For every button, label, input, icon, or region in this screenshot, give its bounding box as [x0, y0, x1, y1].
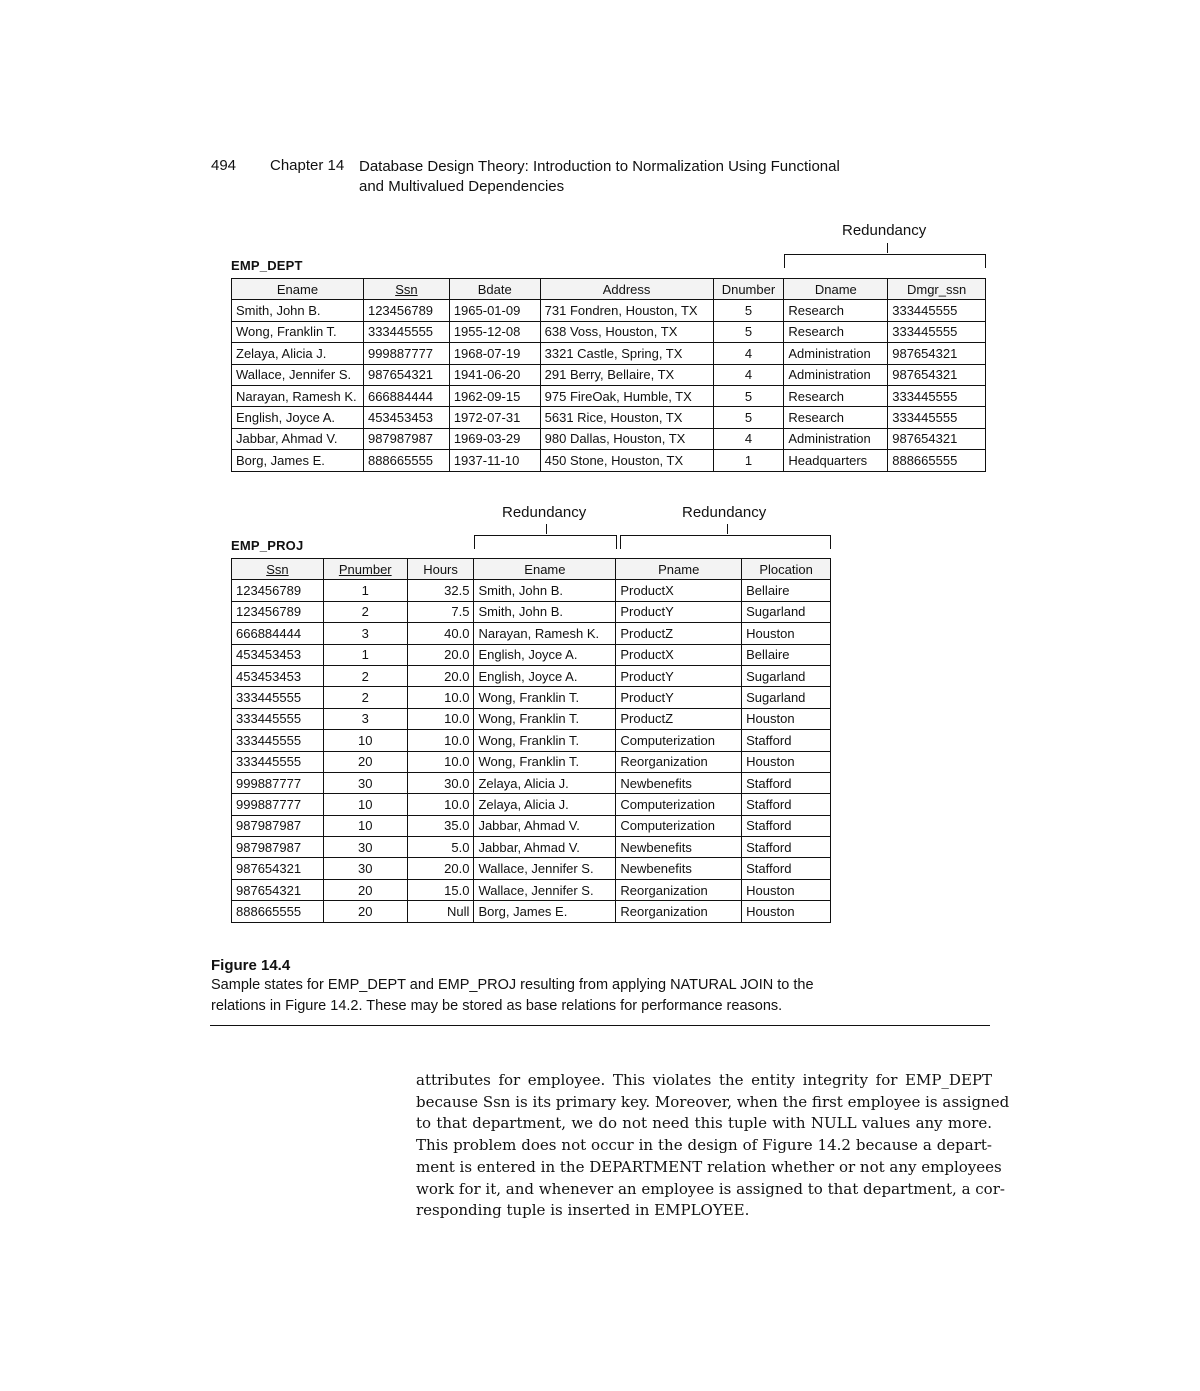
table-row [232, 300, 986, 321]
table-cell: 20 [323, 879, 407, 900]
chapter-title-line-2: and Multivalued Dependencies [359, 178, 565, 195]
table-cell: 333445555 [888, 385, 986, 406]
table-cell: 1972-07-31 [449, 407, 540, 428]
table-cell: English, Joyce A. [474, 644, 616, 665]
table-cell: 888665555 [232, 901, 324, 922]
table-cell: 987987987 [232, 837, 324, 858]
table-cell: Newbenefits [616, 837, 742, 858]
table-cell: Borg, James E. [474, 901, 616, 922]
table-cell: Borg, James E. [232, 450, 364, 471]
caption-line-1: Sample states for EMP_DEPT and EMP_PROJ resulting from applying NATURAL JOIN to the [211, 977, 814, 993]
table-cell: 10.0 [407, 687, 474, 708]
table-cell: Bellaire [742, 580, 831, 601]
table-cell: Wallace, Jennifer S. [474, 879, 616, 900]
table-cell: 1955-12-08 [449, 321, 540, 342]
table-row [232, 879, 831, 900]
table-cell: 975 FireOak, Humble, TX [540, 385, 713, 406]
table-cell: Research [784, 321, 888, 342]
table-cell: 1937-11-10 [449, 450, 540, 471]
table-row [232, 772, 831, 793]
figure-divider [210, 1025, 990, 1026]
table-cell: ProductZ [616, 708, 742, 729]
table-cell: 980 Dallas, Houston, TX [540, 428, 713, 449]
table-cell: 5 [713, 407, 784, 428]
table-cell: 2 [323, 687, 407, 708]
table-cell: Research [784, 385, 888, 406]
table-cell: Stafford [742, 772, 831, 793]
table-cell: Wong, Franklin T. [474, 687, 616, 708]
table-cell: Null [407, 901, 474, 922]
table-cell: 987654321 [232, 879, 324, 900]
chapter-label: Chapter 14 [270, 157, 345, 174]
table-cell: 2 [323, 665, 407, 686]
table-cell: 1969-03-29 [449, 428, 540, 449]
body-text-line: attributes for employee. This violates the entity integrity for EMP_DEPT [416, 1071, 992, 1089]
table-cell: Jabbar, Ahmad V. [474, 815, 616, 836]
table-cell: Houston [742, 901, 831, 922]
column-header: Address [540, 279, 713, 300]
table-cell: 30 [323, 837, 407, 858]
table-cell: Administration [784, 364, 888, 385]
redundancy-tick-dept [887, 243, 888, 253]
emp-proj-name: EMP_PROJ [231, 538, 304, 553]
table-cell: 999887777 [232, 772, 324, 793]
table-cell: Computerization [616, 730, 742, 751]
table-cell: Houston [742, 623, 831, 644]
emp-proj-table [231, 558, 831, 923]
table-cell: Houston [742, 708, 831, 729]
body-text-line: because Ssn is its primary key. Moreover, when the first employee is assigned [416, 1092, 1010, 1111]
table-row [232, 321, 986, 342]
table-cell: 32.5 [407, 580, 474, 601]
table-cell: 123456789 [232, 601, 324, 622]
table-cell: Smith, John B. [232, 300, 364, 321]
table-cell: Sugarland [742, 665, 831, 686]
table-cell: 987654321 [232, 858, 324, 879]
table-row [232, 794, 831, 815]
table-cell: Jabbar, Ahmad V. [232, 428, 364, 449]
table-cell: Jabbar, Ahmad V. [474, 837, 616, 858]
table-cell: 987654321 [888, 364, 986, 385]
table-cell: 123456789 [232, 580, 324, 601]
table-cell: 20.0 [407, 858, 474, 879]
table-cell: 30 [323, 772, 407, 793]
table-cell: Smith, John B. [474, 580, 616, 601]
table-cell: 987654321 [888, 428, 986, 449]
body-text-line: to that department, we do not need this tuple with NULL values any more. [416, 1114, 992, 1133]
table-cell: Bellaire [742, 644, 831, 665]
table-cell: Headquarters [784, 450, 888, 471]
table-cell: 20.0 [407, 665, 474, 686]
column-header-key [232, 559, 324, 580]
body-text-line: responding tuple is inserted in EMPLOYEE. [416, 1201, 750, 1220]
table-cell: 3 [323, 623, 407, 644]
body-text-line: ment is entered in the DEPARTMENT relation whether or not any employees [416, 1157, 1002, 1176]
table-cell: Newbenefits [616, 858, 742, 879]
redundancy-label-dept: Redundancy [842, 222, 927, 239]
table-cell: 333445555 [232, 708, 324, 729]
table-cell: 10 [323, 794, 407, 815]
table-cell: ProductX [616, 580, 742, 601]
table-cell: 1 [323, 580, 407, 601]
table-row [232, 665, 831, 686]
table-row [232, 751, 831, 772]
table-cell: 731 Fondren, Houston, TX [540, 300, 713, 321]
emp-dept-table [231, 278, 986, 472]
table-cell: 3 [323, 708, 407, 729]
table-cell: 35.0 [407, 815, 474, 836]
page-number: 494 [211, 157, 237, 174]
column-header: Hours [407, 559, 474, 580]
table-cell: Computerization [616, 815, 742, 836]
key-label: Ssn [266, 561, 289, 577]
table-cell: 5 [713, 385, 784, 406]
key-label: Pnumber [338, 561, 392, 577]
column-header: Pname [616, 559, 742, 580]
table-cell: Zelaya, Alicia J. [474, 794, 616, 815]
table-cell: 4 [713, 428, 784, 449]
table-row [232, 858, 831, 879]
table-cell: Wallace, Jennifer S. [474, 858, 616, 879]
table-cell: 999887777 [232, 794, 324, 815]
table-cell: 10 [323, 815, 407, 836]
table-cell: Sugarland [742, 687, 831, 708]
table-cell: 7.5 [407, 601, 474, 622]
table-cell: ProductY [616, 665, 742, 686]
table-cell: Reorganization [616, 879, 742, 900]
table-cell: Administration [784, 343, 888, 364]
figure-caption [211, 975, 861, 1017]
table-cell: 5.0 [407, 837, 474, 858]
table-row [232, 580, 831, 601]
table-row [232, 687, 831, 708]
redundancy-bracket-proj-ename [474, 535, 617, 549]
table-cell: English, Joyce A. [474, 665, 616, 686]
table-cell: Wong, Franklin T. [474, 751, 616, 772]
table-cell: Wong, Franklin T. [474, 730, 616, 751]
table-cell: 3321 Castle, Spring, TX [540, 343, 713, 364]
body-text-line: This problem does not occur in the design of Figure 14.2 because a depart- [416, 1136, 992, 1155]
table-cell: 453453453 [232, 644, 324, 665]
table-cell: Newbenefits [616, 772, 742, 793]
table-cell: 987987987 [232, 815, 324, 836]
table-cell: 987987987 [363, 428, 449, 449]
table-cell: 999887777 [363, 343, 449, 364]
table-cell: 1965-01-09 [449, 300, 540, 321]
table-cell: 5631 Rice, Houston, TX [540, 407, 713, 428]
table-cell: ProductX [616, 644, 742, 665]
column-header: Dname [784, 279, 888, 300]
body-text-line: work for it, and whenever an employee is assigned to that department, a cor- [416, 1179, 1005, 1198]
table-cell: 30.0 [407, 772, 474, 793]
table-cell: 1968-07-19 [449, 343, 540, 364]
table-cell: 333445555 [363, 321, 449, 342]
table-row [232, 623, 831, 644]
table-cell: 10.0 [407, 730, 474, 751]
table-row [232, 450, 986, 471]
table-cell: 15.0 [407, 879, 474, 900]
column-header: Bdate [449, 279, 540, 300]
redundancy-tick-proj-project [727, 524, 728, 534]
table-cell: 453453453 [363, 407, 449, 428]
table-cell: Administration [784, 428, 888, 449]
redundancy-bracket-dept [784, 254, 986, 268]
table-row [232, 815, 831, 836]
table-cell: 888665555 [888, 450, 986, 471]
table-row [232, 837, 831, 858]
redundancy-bracket-proj-project [620, 535, 831, 549]
table-row [232, 364, 986, 385]
table-cell: 1941-06-20 [449, 364, 540, 385]
table-cell: 10.0 [407, 708, 474, 729]
table-cell: 30 [323, 858, 407, 879]
table-cell: Stafford [742, 815, 831, 836]
table-cell: Narayan, Ramesh K. [474, 623, 616, 644]
table-cell: 333445555 [888, 321, 986, 342]
table-cell: 987654321 [363, 364, 449, 385]
table-cell: 666884444 [363, 385, 449, 406]
table-cell: 638 Voss, Houston, TX [540, 321, 713, 342]
table-cell: Smith, John B. [474, 601, 616, 622]
table-cell: 2 [323, 601, 407, 622]
table-cell: Research [784, 300, 888, 321]
table-cell: 5 [713, 321, 784, 342]
column-header: Ename [474, 559, 616, 580]
redundancy-tick-proj-ename [546, 524, 547, 534]
table-cell: Narayan, Ramesh K. [232, 385, 364, 406]
table-cell: Zelaya, Alicia J. [232, 343, 364, 364]
table-cell: 291 Berry, Bellaire, TX [540, 364, 713, 385]
table-cell: Reorganization [616, 751, 742, 772]
table-cell: 123456789 [363, 300, 449, 321]
table-cell: ProductZ [616, 623, 742, 644]
column-header: Dmgr_ssn [888, 279, 986, 300]
table-cell: 1 [713, 450, 784, 471]
table-cell: 333445555 [888, 300, 986, 321]
table-cell: ProductY [616, 601, 742, 622]
column-header-key [363, 279, 449, 300]
figure-title: Figure 14.4 [211, 957, 291, 974]
table-row [232, 644, 831, 665]
chapter-title-line-1: Database Design Theory: Introduction to Normalization Using Functional [359, 158, 840, 175]
body-paragraph [416, 1070, 1010, 1222]
table-cell: 333445555 [888, 407, 986, 428]
table-cell: ProductY [616, 687, 742, 708]
table-cell: Reorganization [616, 901, 742, 922]
table-cell: 20.0 [407, 644, 474, 665]
table-row [232, 343, 986, 364]
table-row [232, 708, 831, 729]
column-header: Ename [232, 279, 364, 300]
table-cell: 4 [713, 364, 784, 385]
table-cell: 20 [323, 901, 407, 922]
column-header: Dnumber [713, 279, 784, 300]
caption-line-2: relations in Figure 14.2. These may be stored as base relations for performance reasons. [211, 998, 783, 1014]
redundancy-label-proj-ename: Redundancy [502, 504, 587, 521]
table-header-row [232, 279, 986, 300]
chapter-title [359, 157, 919, 197]
table-cell: 1962-09-15 [449, 385, 540, 406]
key-label: Ssn [395, 281, 418, 297]
table-cell: 10.0 [407, 751, 474, 772]
table-cell: Stafford [742, 837, 831, 858]
table-cell: 666884444 [232, 623, 324, 644]
table-row [232, 407, 986, 428]
table-cell: 450 Stone, Houston, TX [540, 450, 713, 471]
table-cell: 1 [323, 644, 407, 665]
table-cell: Research [784, 407, 888, 428]
table-cell: English, Joyce A. [232, 407, 364, 428]
column-header-key [323, 559, 407, 580]
table-cell: 333445555 [232, 730, 324, 751]
table-row [232, 385, 986, 406]
table-row [232, 428, 986, 449]
column-header: Plocation [742, 559, 831, 580]
table-cell: Zelaya, Alicia J. [474, 772, 616, 793]
table-cell: 10.0 [407, 794, 474, 815]
table-cell: Wong, Franklin T. [474, 708, 616, 729]
table-cell: 888665555 [363, 450, 449, 471]
table-header-row [232, 559, 831, 580]
table-cell: 333445555 [232, 687, 324, 708]
table-cell: Wallace, Jennifer S. [232, 364, 364, 385]
table-cell: Wong, Franklin T. [232, 321, 364, 342]
table-cell: Houston [742, 879, 831, 900]
table-cell: Sugarland [742, 601, 831, 622]
table-cell: Stafford [742, 858, 831, 879]
table-cell: Stafford [742, 730, 831, 751]
redundancy-label-proj-project: Redundancy [682, 504, 767, 521]
table-cell: 333445555 [232, 751, 324, 772]
table-cell: 453453453 [232, 665, 324, 686]
table-cell: Stafford [742, 794, 831, 815]
table-row [232, 901, 831, 922]
table-cell: Computerization [616, 794, 742, 815]
table-cell: 10 [323, 730, 407, 751]
table-cell: 987654321 [888, 343, 986, 364]
table-row [232, 730, 831, 751]
table-cell: Houston [742, 751, 831, 772]
emp-dept-name: EMP_DEPT [231, 258, 303, 273]
table-cell: 40.0 [407, 623, 474, 644]
table-cell: 4 [713, 343, 784, 364]
table-row [232, 601, 831, 622]
table-cell: 5 [713, 300, 784, 321]
table-cell: 20 [323, 751, 407, 772]
